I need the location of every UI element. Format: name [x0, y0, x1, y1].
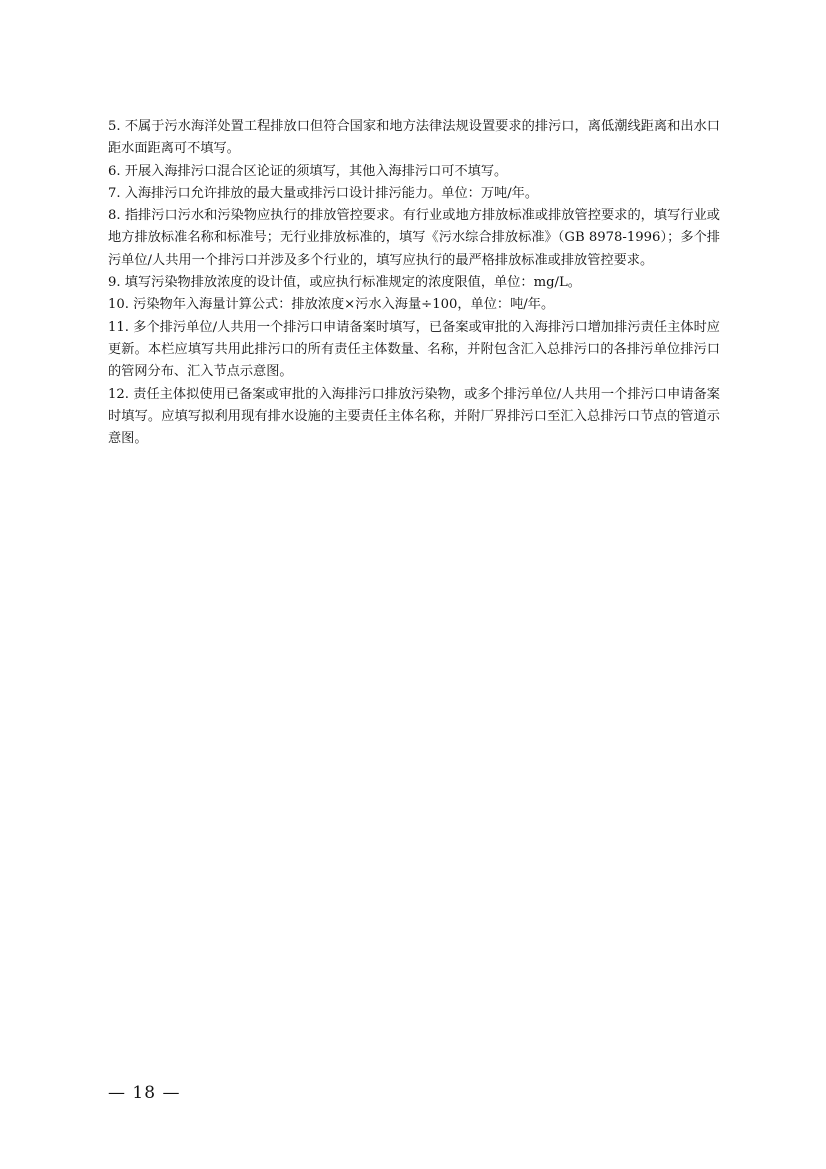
- note-item-6: 6. 开展入海排污口混合区论证的须填写，其他入海排污口可不填写。: [108, 163, 508, 179]
- page-number: — 18 —: [108, 1083, 181, 1103]
- notes-list: [108, 116, 720, 450]
- note-item-9: 9. 填写污染物排放浓度的设计值，或应执行标准规定的浓度限值，单位：mg/L。: [108, 275, 581, 291]
- note-item-8: 8. 指排污口污水和污染物应执行的排放管控要求。有行业或地方排放标准或排放管控要求的，填写行业或地方排放标准名称和标准号；无行业排放标准的，填写《污水综合排放标准》（GB 8978-1996）；多个排污单位/人共用一个排污口并涉及多个行业的，填写应执行的最严格排放标准或排放管控要求。: [108, 208, 720, 268]
- note-item-5: 5. 不属于污水海洋处置工程排放口但符合国家和地方法律法规设置要求的排污口，离低潮线距离和出水口距水面距离可不填写。: [108, 119, 720, 157]
- note-item-12: 12. 责任主体拟使用已备案或审批的入海排污口排放污染物，或多个排污单位/人共用一个排污口申请备案时填写。应填写拟利用现有排水设施的主要责任主体名称，并附厂界排污口至汇入总排污口节点的管道示意图。: [108, 386, 720, 447]
- note-item-11: 11. 多个排污单位/人共用一个排污口申请备案时填写，已备案或审批的入海排污口增加排污责任主体时应更新。本栏应填写共用此排污口的所有责任主体数量、名称，并附包含汇入总排污口的各排污单位排污口的管网分布、汇入节点示意图。: [108, 319, 720, 380]
- note-item-7: 7. 入海排污口允许排放的最大量或排污口设计排污能力。单位：万吨/年。: [108, 185, 539, 201]
- note-item-10: 10. 污染物年入海量计算公式：排放浓度×污水入海量÷100，单位：吨/年。: [108, 297, 555, 313]
